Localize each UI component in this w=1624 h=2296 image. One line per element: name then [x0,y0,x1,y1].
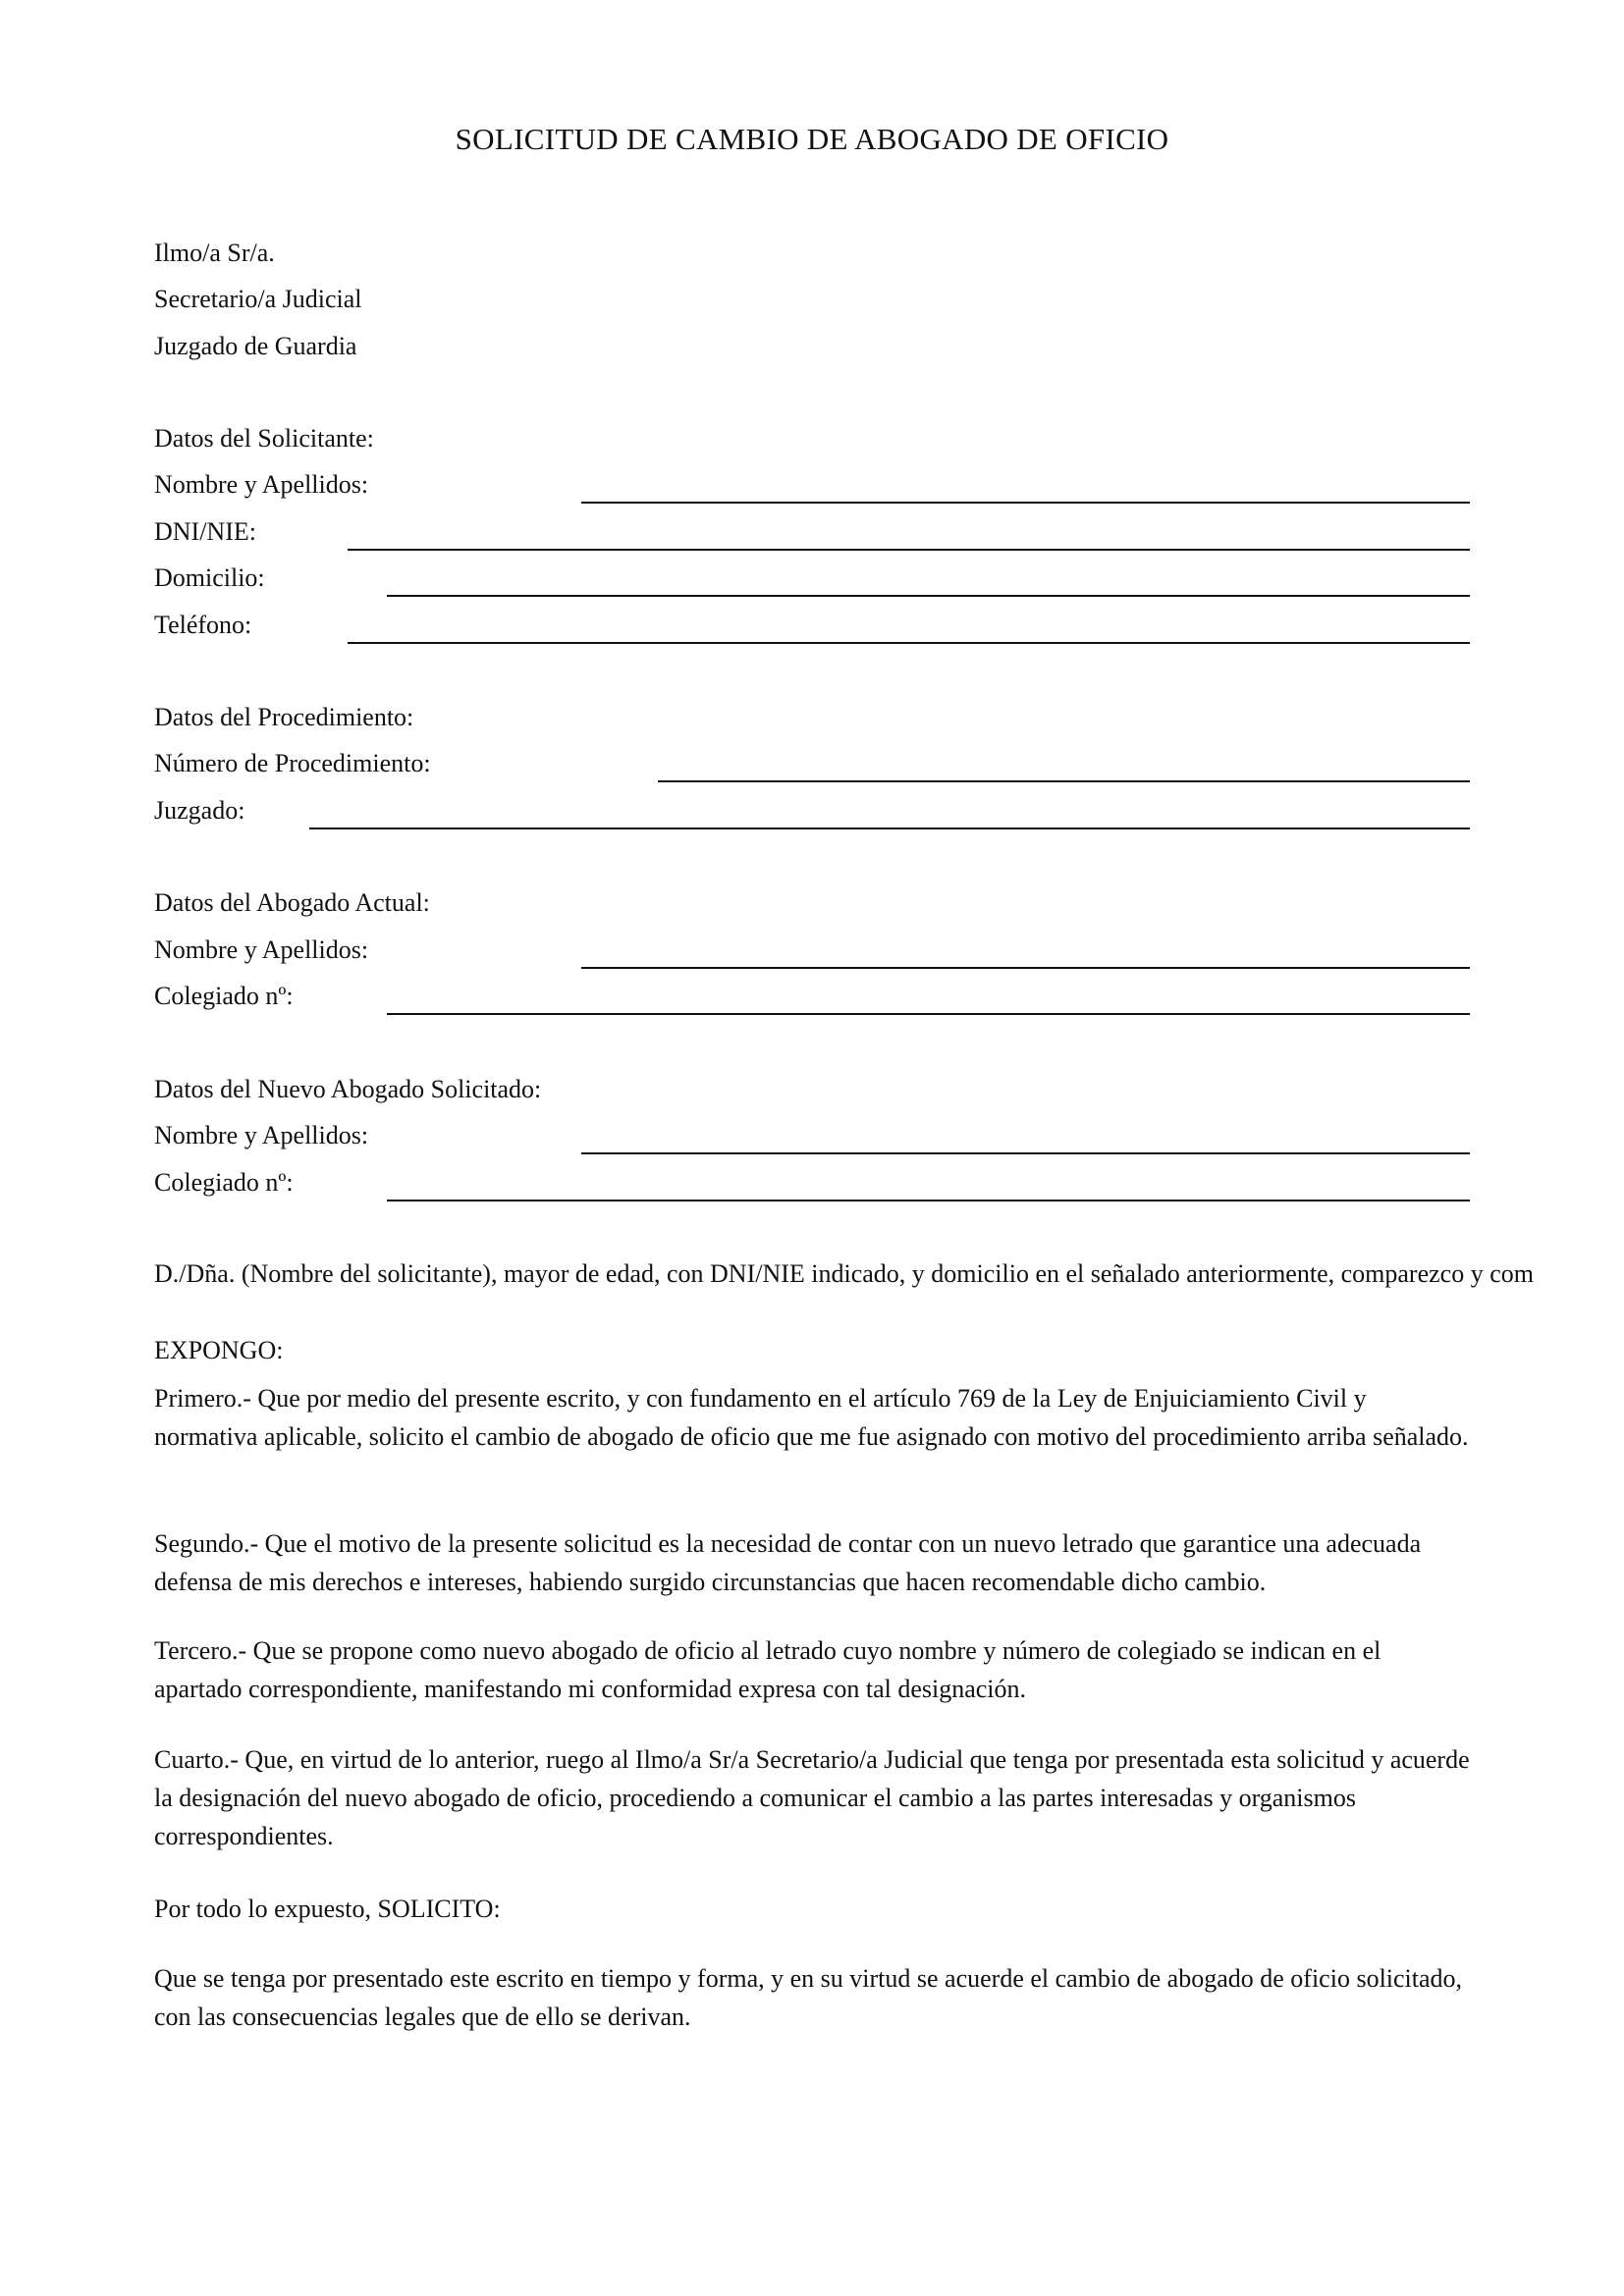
procedimiento-numero-field[interactable] [154,747,1470,786]
intro-paragraph: D./Dña. (Nombre del solicitante), mayor de edad, con DNI/NIE indicado, y domicilio en el señalado anteriormente, comparezco y com [154,1259,1534,1288]
abogado-actual-nombre-label: Nombre y Apellidos: [154,935,369,964]
addressee-line-3: Juzgado de Guardia [154,332,357,360]
solicitante-telefono-blank[interactable] [348,642,1470,644]
solicitante-telefono-label: Teléfono: [154,611,252,639]
document-title: SOLICITUD DE CAMBIO DE ABOGADO DE OFICIO [455,122,1169,156]
procedimiento-heading: Datos del Procedimiento: [154,703,414,731]
solicitante-dni-blank[interactable] [348,549,1470,551]
procedimiento-numero-blank[interactable] [658,780,1470,782]
solicitante-dni-field[interactable] [154,515,1470,555]
solicitante-nombre-blank[interactable] [581,502,1470,504]
addressee-line-2: Secretario/a Judicial [154,285,362,313]
solicitante-telefono-field[interactable] [154,609,1470,648]
paragraph-tercero: Tercero.- Que se propone como nuevo abogado de oficio al letrado cuyo nombre y número de colegiado se indican en el apartado correspondiente, manifestando mi conformidad expresa con tal designación. [154,1636,1381,1703]
solicitante-dni-label: DNI/NIE: [154,517,256,546]
solicitante-domicilio-field[interactable] [154,561,1470,601]
paragraph-cuarto: Cuarto.- Que, en virtud de lo anterior, ruego al Ilmo/a Sr/a Secretario/a Judicial que tenga por presentada esta solicitud y acuerde la designación del nuevo abogado de oficio, procediendo a comunicar el cambio a las partes interesadas y organismos correspondientes. [154,1745,1470,1850]
expongo-heading: EXPONGO: [154,1336,284,1364]
abogado-nuevo-colegiado-label: Colegiado nº: [154,1168,294,1197]
abogado-nuevo-nombre-blank[interactable] [581,1152,1470,1154]
procedimiento-juzgado-label: Juzgado: [154,796,245,825]
abogado-actual-heading: Datos del Abogado Actual: [154,888,430,917]
procedimiento-juzgado-field[interactable] [154,794,1470,833]
por-todo-heading: Por todo lo expuesto, SOLICITO: [154,1895,501,1923]
paragraph-segundo: Segundo.- Que el motivo de la presente solicitud es la necesidad de contar con un nuevo letrado que garantice una adecuada defensa de mis derechos e intereses, habiendo surgido circunstancias que hacen recomendable dicho cambio. [154,1529,1422,1596]
addressee-line-1: Ilmo/a Sr/a. [154,239,275,267]
solicitante-domicilio-label: Domicilio: [154,563,265,592]
abogado-actual-colegiado-blank[interactable] [387,1013,1470,1015]
abogado-actual-colegiado-label: Colegiado nº: [154,982,294,1010]
abogado-nuevo-colegiado-field[interactable] [154,1166,1470,1205]
solicitante-nombre-label: Nombre y Apellidos: [154,470,369,499]
solicitante-nombre-field[interactable] [154,468,1470,507]
paragraph-solicito: Que se tenga por presentado este escrito en tiempo y forma, y en su virtud se acuerde el cambio de abogado de oficio solicitado, con las consecuencias legales que de ello se derivan. [154,1964,1463,2031]
solicitante-heading: Datos del Solicitante: [154,424,374,453]
solicitante-domicilio-blank[interactable] [387,595,1470,597]
procedimiento-numero-label: Número de Procedimiento: [154,749,431,777]
abogado-nuevo-nombre-label: Nombre y Apellidos: [154,1121,369,1149]
abogado-nuevo-colegiado-blank[interactable] [387,1200,1470,1201]
abogado-nuevo-nombre-field[interactable] [154,1119,1470,1158]
paragraph-primero: Primero.- Que por medio del presente escrito, y con fundamento en el artículo 769 de la Ley de Enjuiciamiento Civil y normativa aplicable, solicito el cambio de abogado de oficio que me fue asignado con motivo del procedimiento arriba señalado. [154,1384,1469,1451]
procedimiento-juzgado-blank[interactable] [309,828,1470,829]
abogado-actual-nombre-field[interactable] [154,934,1470,973]
abogado-actual-colegiado-field[interactable] [154,980,1470,1019]
abogado-actual-nombre-blank[interactable] [581,967,1470,969]
abogado-nuevo-heading: Datos del Nuevo Abogado Solicitado: [154,1075,542,1103]
